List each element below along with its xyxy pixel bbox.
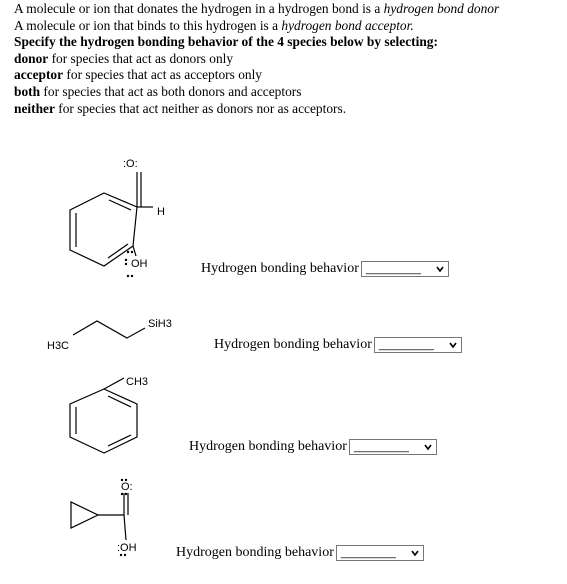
option-neither: neither for species that act neither as donors nor as acceptors.	[14, 100, 347, 116]
question-1-label: Hydrogen bonding behavior	[201, 261, 359, 276]
m1-hydroxyl-label: OH	[131, 258, 148, 270]
question-2	[214, 337, 462, 353]
question-4-selected-value: _________	[340, 547, 396, 559]
cyclopropane-ring	[71, 502, 98, 528]
m3-methyl-label: CH3	[126, 376, 149, 388]
m1-carbonyl-o-label: :O:	[123, 158, 138, 170]
option-donor: donor for species that act as donors only	[14, 50, 234, 66]
molecule-2-bonds	[73, 321, 145, 338]
option-both: both for species that act as both donors and acceptors	[14, 83, 302, 99]
chevron-down-icon	[448, 339, 458, 351]
question-4-label: Hydrogen bonding behavior	[176, 545, 334, 560]
question-3-select[interactable]	[349, 439, 437, 455]
donor-term: hydrogen bond donor	[383, 1, 500, 16]
question-3	[189, 439, 437, 455]
question-2-label: Hydrogen bonding behavior	[214, 337, 372, 352]
acceptor-definition: A molecule or ion that binds to this hydrogen is a hydrogen bond acceptor.	[14, 17, 414, 33]
m2-silyl-label: SiH3	[148, 318, 172, 330]
question-2-select[interactable]	[374, 337, 462, 353]
m2-methyl-label: H3C	[47, 340, 70, 352]
chevron-down-icon	[435, 263, 445, 275]
question-1	[201, 261, 449, 277]
molecule-4-bonds	[71, 493, 128, 540]
chevron-down-icon	[423, 441, 433, 453]
molecule-1-bonds	[70, 172, 153, 266]
question-1-select[interactable]	[361, 261, 449, 277]
benzene-ring-1	[70, 193, 137, 266]
molecule-3-bonds	[70, 378, 137, 453]
question-4-select[interactable]	[336, 545, 424, 561]
question-3-label: Hydrogen bonding behavior	[189, 439, 347, 454]
m4-carbonyl-o-label: O:	[121, 481, 133, 493]
question-1-selected-value: _________	[365, 263, 421, 275]
donor-definition: A molecule or ion that donates the hydrogen in a hydrogen bond is a hydrogen bond donor	[14, 1, 500, 16]
acceptor-term: hydrogen bond acceptor.	[281, 17, 414, 33]
benzene-ring-3	[70, 389, 137, 453]
question-2-selected-value: _________	[378, 339, 434, 351]
option-acceptor: acceptor for species that act as acceptors only	[14, 67, 262, 83]
m4-hydroxyl-label: :OH	[117, 542, 137, 554]
question-4	[176, 545, 424, 561]
question-3-selected-value: _________	[353, 441, 409, 453]
instruction-heading: Specify the hydrogen bonding behavior of the 4 species below by selecting:	[14, 34, 438, 50]
chevron-down-icon	[410, 547, 420, 559]
m1-aldehyde-h-label: H	[157, 206, 165, 218]
